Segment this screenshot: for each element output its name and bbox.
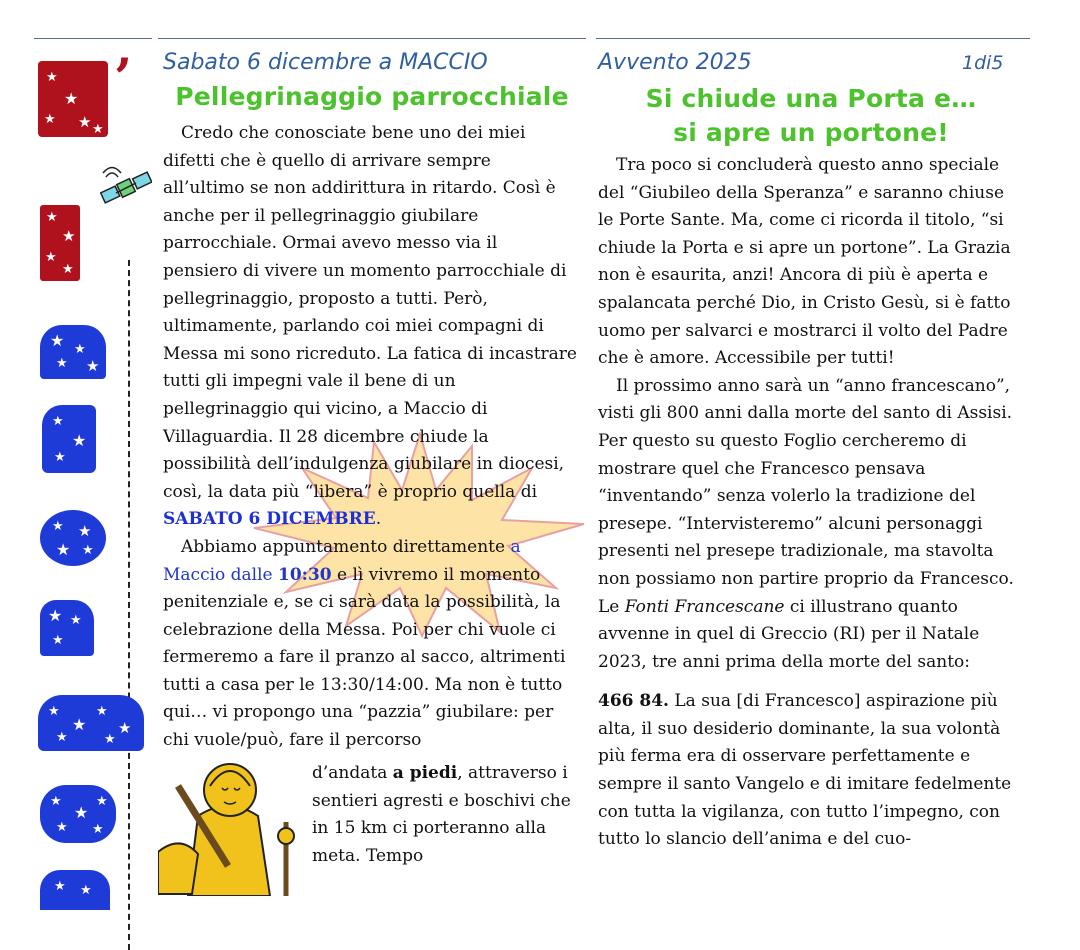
right-article-headline-line2: si apre un portone!: [673, 118, 949, 147]
vertical-masthead: [36, 48, 146, 898]
wrap-text-b: , attraverso i sentieri agresti e boschivi che in 15 km ci porteranno alla meta. Tempo: [312, 763, 571, 866]
masthead-letter-a: ★ ★ ★ ★ ★: [40, 785, 116, 843]
masthead-rule: [34, 38, 152, 39]
satellite-icon: [100, 165, 152, 215]
right-paragraph-1: Tra poco si concluderà questo anno speciale del “Giubileo della Speranza” e saranno chiuse le Porte Sante. Ma, come ci ricorda il titolo, “si chiude la Porta e si apre un portone”. La Grazia non è esaurita, anzi! Ancora di più è aperta e spalancata perché Dio, in Cristo Gesù, si è fatto uomo per salvarci e mostrarci il volto del Padre che è amore. Accessibile per tutti!: [598, 155, 1011, 369]
pilgrim-illustration: [158, 756, 308, 896]
left-article-kicker: Sabato 6 dicembre a MACCIO: [163, 50, 488, 75]
right-column-rule: [596, 38, 1030, 39]
left-column-rule: [158, 38, 586, 39]
right-paragraph-3: [598, 688, 1022, 854]
masthead-letter-f: ★ ★ ★: [42, 405, 96, 473]
source-reference-number: 466 84.: [598, 691, 669, 712]
masthead-letter-z: ★ ★: [40, 870, 110, 910]
masthead-letter-i: ★ ★ ★ ★: [40, 205, 80, 281]
left-paragraph-2: [163, 534, 577, 755]
left-paragraph-1-text: Credo che conosciate bene uno dei miei difetti che è quello di arrivare sempre all’ultimo se non addirittura in ritardo. Così è anche per il pellegrinaggio giubilare parrocchiale. Ormai avevo messo via il pensiero di vivere un momento parrocchiale di pellegrinaggio, proposto a tutti. Però, ultimamente, parlando coi miei compagni di Messa mi sono ricreduto. La fatica di incastrare tutti gli impegni vale il bene di un pellegrinaggio qui vicino, a Maccio di Villaguardia. Il 28 dicembre chiude la possibilità dell’indulgenza giubilare in diocesi, così, la data più “libera” è proprio quella di: [163, 123, 577, 502]
left-article-body: [163, 120, 577, 755]
right-paragraph-2-b: ci illustrano quanto avvenne in quel di Greccio (RI) per il Natale 2023, tre anni prima della morte del santo:: [598, 596, 980, 672]
page-indicator: 1di5: [962, 52, 1004, 74]
masthead-letter-m: ★ ★ ★ ★ ★ ★: [38, 695, 144, 751]
left-paragraph-1-end: .: [375, 509, 382, 530]
masthead-letter-l: ★ ★ ★ ★ ★: [38, 61, 108, 137]
right-paragraph-3-text: La sua [di Francesco] aspirazione più alta, il suo desiderio dominante, la sua volontà più ferma era di osservare perfettamente e sempre il santo Vangelo e di imitare fedelmente con tutta la vigilanza, con tutto l’impegno, con tutto lo slancio dell’anima e del cuo-: [598, 691, 1012, 850]
left-paragraph-2-rest: e lì vivremo il momento penitenziale e, se ci sarà data la possibilità, la celebrazione della Messa. Poi per chi vuole ci fermeremo a fare il pranzo al sacco, altrimenti tutti a casa per le 13:30/14:00. Ma non è tutto qui… vi propongo una “pazzia” giubilare: per chi vuole/può, fare il percorso: [163, 564, 566, 751]
masthead-apostrophe: ’: [114, 48, 133, 109]
left-article-headline: Pellegrinaggio parrocchiale: [175, 82, 569, 111]
dashed-orbit-line: [128, 260, 130, 950]
left-paragraph-1: [163, 120, 577, 534]
right-paragraph-2-a: Il prossimo anno sarà un “anno francescano”, visti gli 800 anni dalla morte del santo di Assisi. Per questo su questo Foglio cercheremo di mostrare quel che Francesco pensava “inventando” senza volerlo la tradizione del presepe. “Intervisteremo” alcuni personaggi presenti nel presepe tradizionale, ma stavolta non possiamo non partire proprio da Francesco. Le: [598, 375, 1014, 617]
masthead-letter-o: ★ ★ ★ ★: [40, 510, 106, 566]
left-paragraph-2-start: Abbiamo appuntamento direttamente: [181, 536, 511, 557]
masthead-letter-r: ★ ★ ★: [40, 600, 94, 656]
event-date-highlight: SABATO 6 DICEMBRE: [163, 509, 376, 530]
right-paragraph-2: [598, 373, 1022, 677]
left-article-wrap-text: [312, 760, 577, 870]
on-foot-emphasis: a piedi: [392, 763, 458, 783]
masthead-letter-n: ★ ★ ★ ★: [40, 325, 106, 379]
location-link-text: a Maccio dalle: [163, 536, 521, 585]
right-article-headline-line1: Si chiude una Porta e…: [645, 84, 977, 113]
event-time: 10:30: [278, 564, 332, 585]
sources-title-italic: Fonti Francescane: [624, 596, 785, 617]
right-article-body: [598, 152, 1022, 854]
right-article-kicker: Avvento 2025: [598, 50, 752, 75]
left-paragraph-2-wrap: [312, 760, 577, 870]
wrap-text-a: d’andata: [312, 763, 393, 783]
